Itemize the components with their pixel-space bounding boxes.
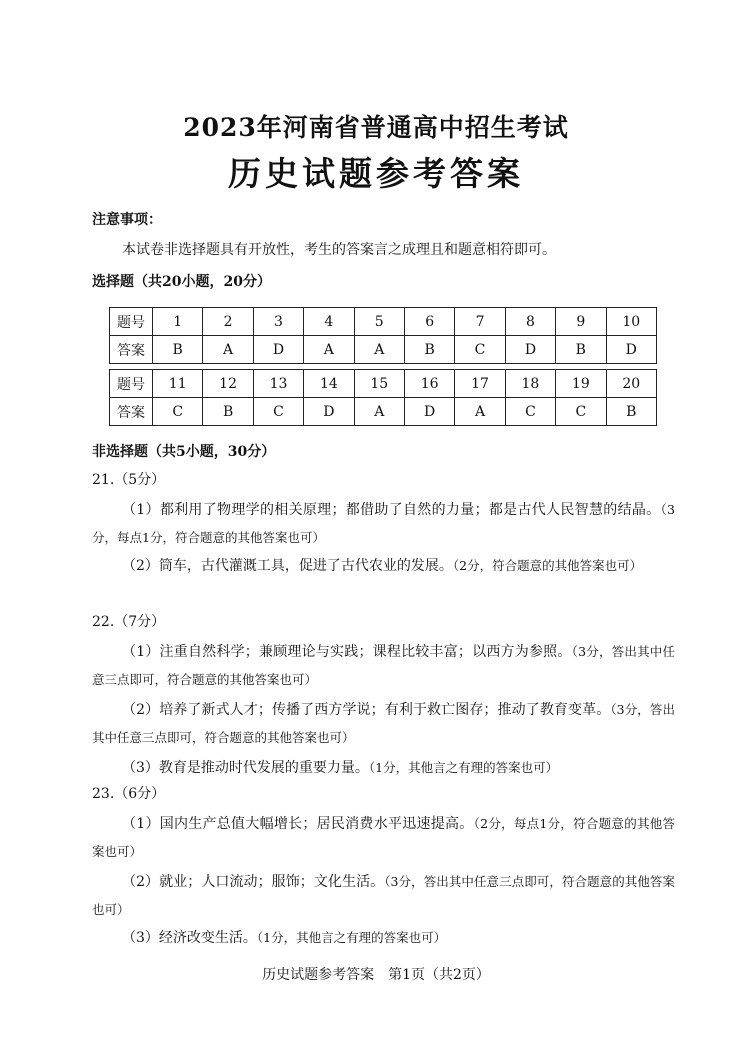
scoring-note: （1分，其他言之有理的答案也可） bbox=[256, 930, 447, 945]
answer-text: （3）教育是推动时代发展的重要力量。 bbox=[122, 760, 369, 776]
answer-text: （1）国内生产总值大幅增长；居民消费水平迅速提高。 bbox=[122, 816, 474, 832]
answer-table-2 bbox=[109, 369, 657, 426]
answer-letter: A bbox=[203, 336, 253, 364]
table-row bbox=[110, 308, 657, 336]
question-number: 11 bbox=[153, 370, 203, 398]
answer-text: （2）筒车，古代灌溉工具，促进了古代农业的发展。 bbox=[122, 558, 453, 574]
notice-text: 本试卷非选择题具有开放性，考生的答案言之成理且和题意相符即可。 bbox=[122, 242, 556, 258]
answer-table-1 bbox=[109, 307, 657, 364]
answer-text: （1）都利用了物理学的相关原理；都借助了自然的力量；都是古代人民智慧的结晶。 bbox=[122, 502, 661, 518]
scoring-note: （3分，答出其中任意三点即可，符合题意的其他答案也可） bbox=[92, 702, 676, 745]
notice-heading: 注意事项： bbox=[92, 212, 162, 228]
answer-letter: D bbox=[404, 398, 454, 426]
question-21-label: 21.（5分） bbox=[92, 472, 166, 488]
answer-text: （1）注重自然科学；兼顾理论与实践；课程比较丰富；以西方为参照。 bbox=[122, 644, 572, 660]
scoring-note: （3分，答出其中任意三点即可，符合题意的其他答案也可） bbox=[92, 644, 675, 687]
answer-22-3 bbox=[92, 754, 675, 782]
question-number: 9 bbox=[556, 308, 606, 336]
page-footer: 历史试题参考答案 第1页（共2页） bbox=[262, 967, 490, 983]
row-label-question: 题号 bbox=[110, 370, 153, 398]
question-number: 19 bbox=[556, 370, 606, 398]
table-row bbox=[110, 336, 657, 364]
answer-letter: D bbox=[505, 336, 555, 364]
question-number: 20 bbox=[606, 370, 656, 398]
answer-letter: D bbox=[253, 336, 303, 364]
question-number: 14 bbox=[304, 370, 354, 398]
answer-letter: C bbox=[505, 398, 555, 426]
row-label-answer: 答案 bbox=[110, 398, 153, 426]
answer-letter: B bbox=[404, 336, 454, 364]
question-number: 8 bbox=[505, 308, 555, 336]
question-number: 10 bbox=[606, 308, 656, 336]
answer-letter: B bbox=[606, 398, 656, 426]
answer-22-1 bbox=[92, 638, 675, 694]
answer-23-2 bbox=[92, 868, 675, 924]
table-row bbox=[110, 370, 657, 398]
row-label-answer: 答案 bbox=[110, 336, 153, 364]
scoring-note: （1分，其他言之有理的答案也可） bbox=[368, 760, 559, 775]
answer-letter: A bbox=[304, 336, 354, 364]
question-number: 2 bbox=[203, 308, 253, 336]
answer-letter: D bbox=[606, 336, 656, 364]
row-label-question: 题号 bbox=[110, 308, 153, 336]
answer-text: （2）培养了新式人才；传播了西方学说；有利于救亡图存；推动了教育变革。 bbox=[122, 702, 611, 718]
question-number: 17 bbox=[455, 370, 505, 398]
nonchoice-heading: 非选择题（共5小题，30分） bbox=[92, 444, 276, 460]
answer-letter: B bbox=[203, 398, 253, 426]
question-number: 7 bbox=[455, 308, 505, 336]
scoring-note: （3分，每点1分，符合题意的其他答案也可） bbox=[92, 502, 676, 545]
choice-heading: 选择题（共20小题，20分） bbox=[92, 274, 271, 290]
question-number: 13 bbox=[253, 370, 303, 398]
scoring-note: （2分，符合题意的其他答案也可） bbox=[452, 558, 643, 573]
question-number: 15 bbox=[354, 370, 404, 398]
table-row bbox=[110, 398, 657, 426]
document-title: 历史试题参考答案 bbox=[228, 154, 524, 193]
answer-letter: A bbox=[455, 398, 505, 426]
answer-letter: A bbox=[354, 398, 404, 426]
question-number: 3 bbox=[253, 308, 303, 336]
answer-letter: D bbox=[304, 398, 354, 426]
answer-letter: C bbox=[253, 398, 303, 426]
answer-23-1 bbox=[92, 810, 675, 866]
answer-21-1 bbox=[92, 496, 675, 552]
answer-letter: C bbox=[153, 398, 203, 426]
scoring-note: （3分，答出其中任意三点即可，符合题意的其他答案也可） bbox=[92, 874, 675, 917]
answer-letter: C bbox=[556, 398, 606, 426]
answer-21-2 bbox=[92, 552, 675, 580]
question-23-label: 23.（6分） bbox=[92, 786, 166, 802]
question-number: 18 bbox=[505, 370, 555, 398]
question-number: 4 bbox=[304, 308, 354, 336]
answer-22-2 bbox=[92, 696, 675, 752]
scoring-note: （2分，每点1分，符合题意的其他答案也可） bbox=[92, 816, 675, 859]
answer-letter: B bbox=[556, 336, 606, 364]
answer-23-3 bbox=[92, 924, 675, 952]
answer-letter: C bbox=[455, 336, 505, 364]
answer-text: （2）就业；人口流动；服饰；文化生活。 bbox=[122, 874, 385, 890]
question-number: 1 bbox=[153, 308, 203, 336]
exam-title: 2023年河南省普通高中招生考试 bbox=[183, 113, 569, 142]
answer-letter: B bbox=[153, 336, 203, 364]
question-number: 6 bbox=[404, 308, 454, 336]
answer-letter: A bbox=[354, 336, 404, 364]
question-number: 16 bbox=[404, 370, 454, 398]
answer-text: （3）经济改变生活。 bbox=[122, 930, 257, 946]
question-number: 12 bbox=[203, 370, 253, 398]
question-22-label: 22.（7分） bbox=[92, 614, 166, 630]
question-number: 5 bbox=[354, 308, 404, 336]
